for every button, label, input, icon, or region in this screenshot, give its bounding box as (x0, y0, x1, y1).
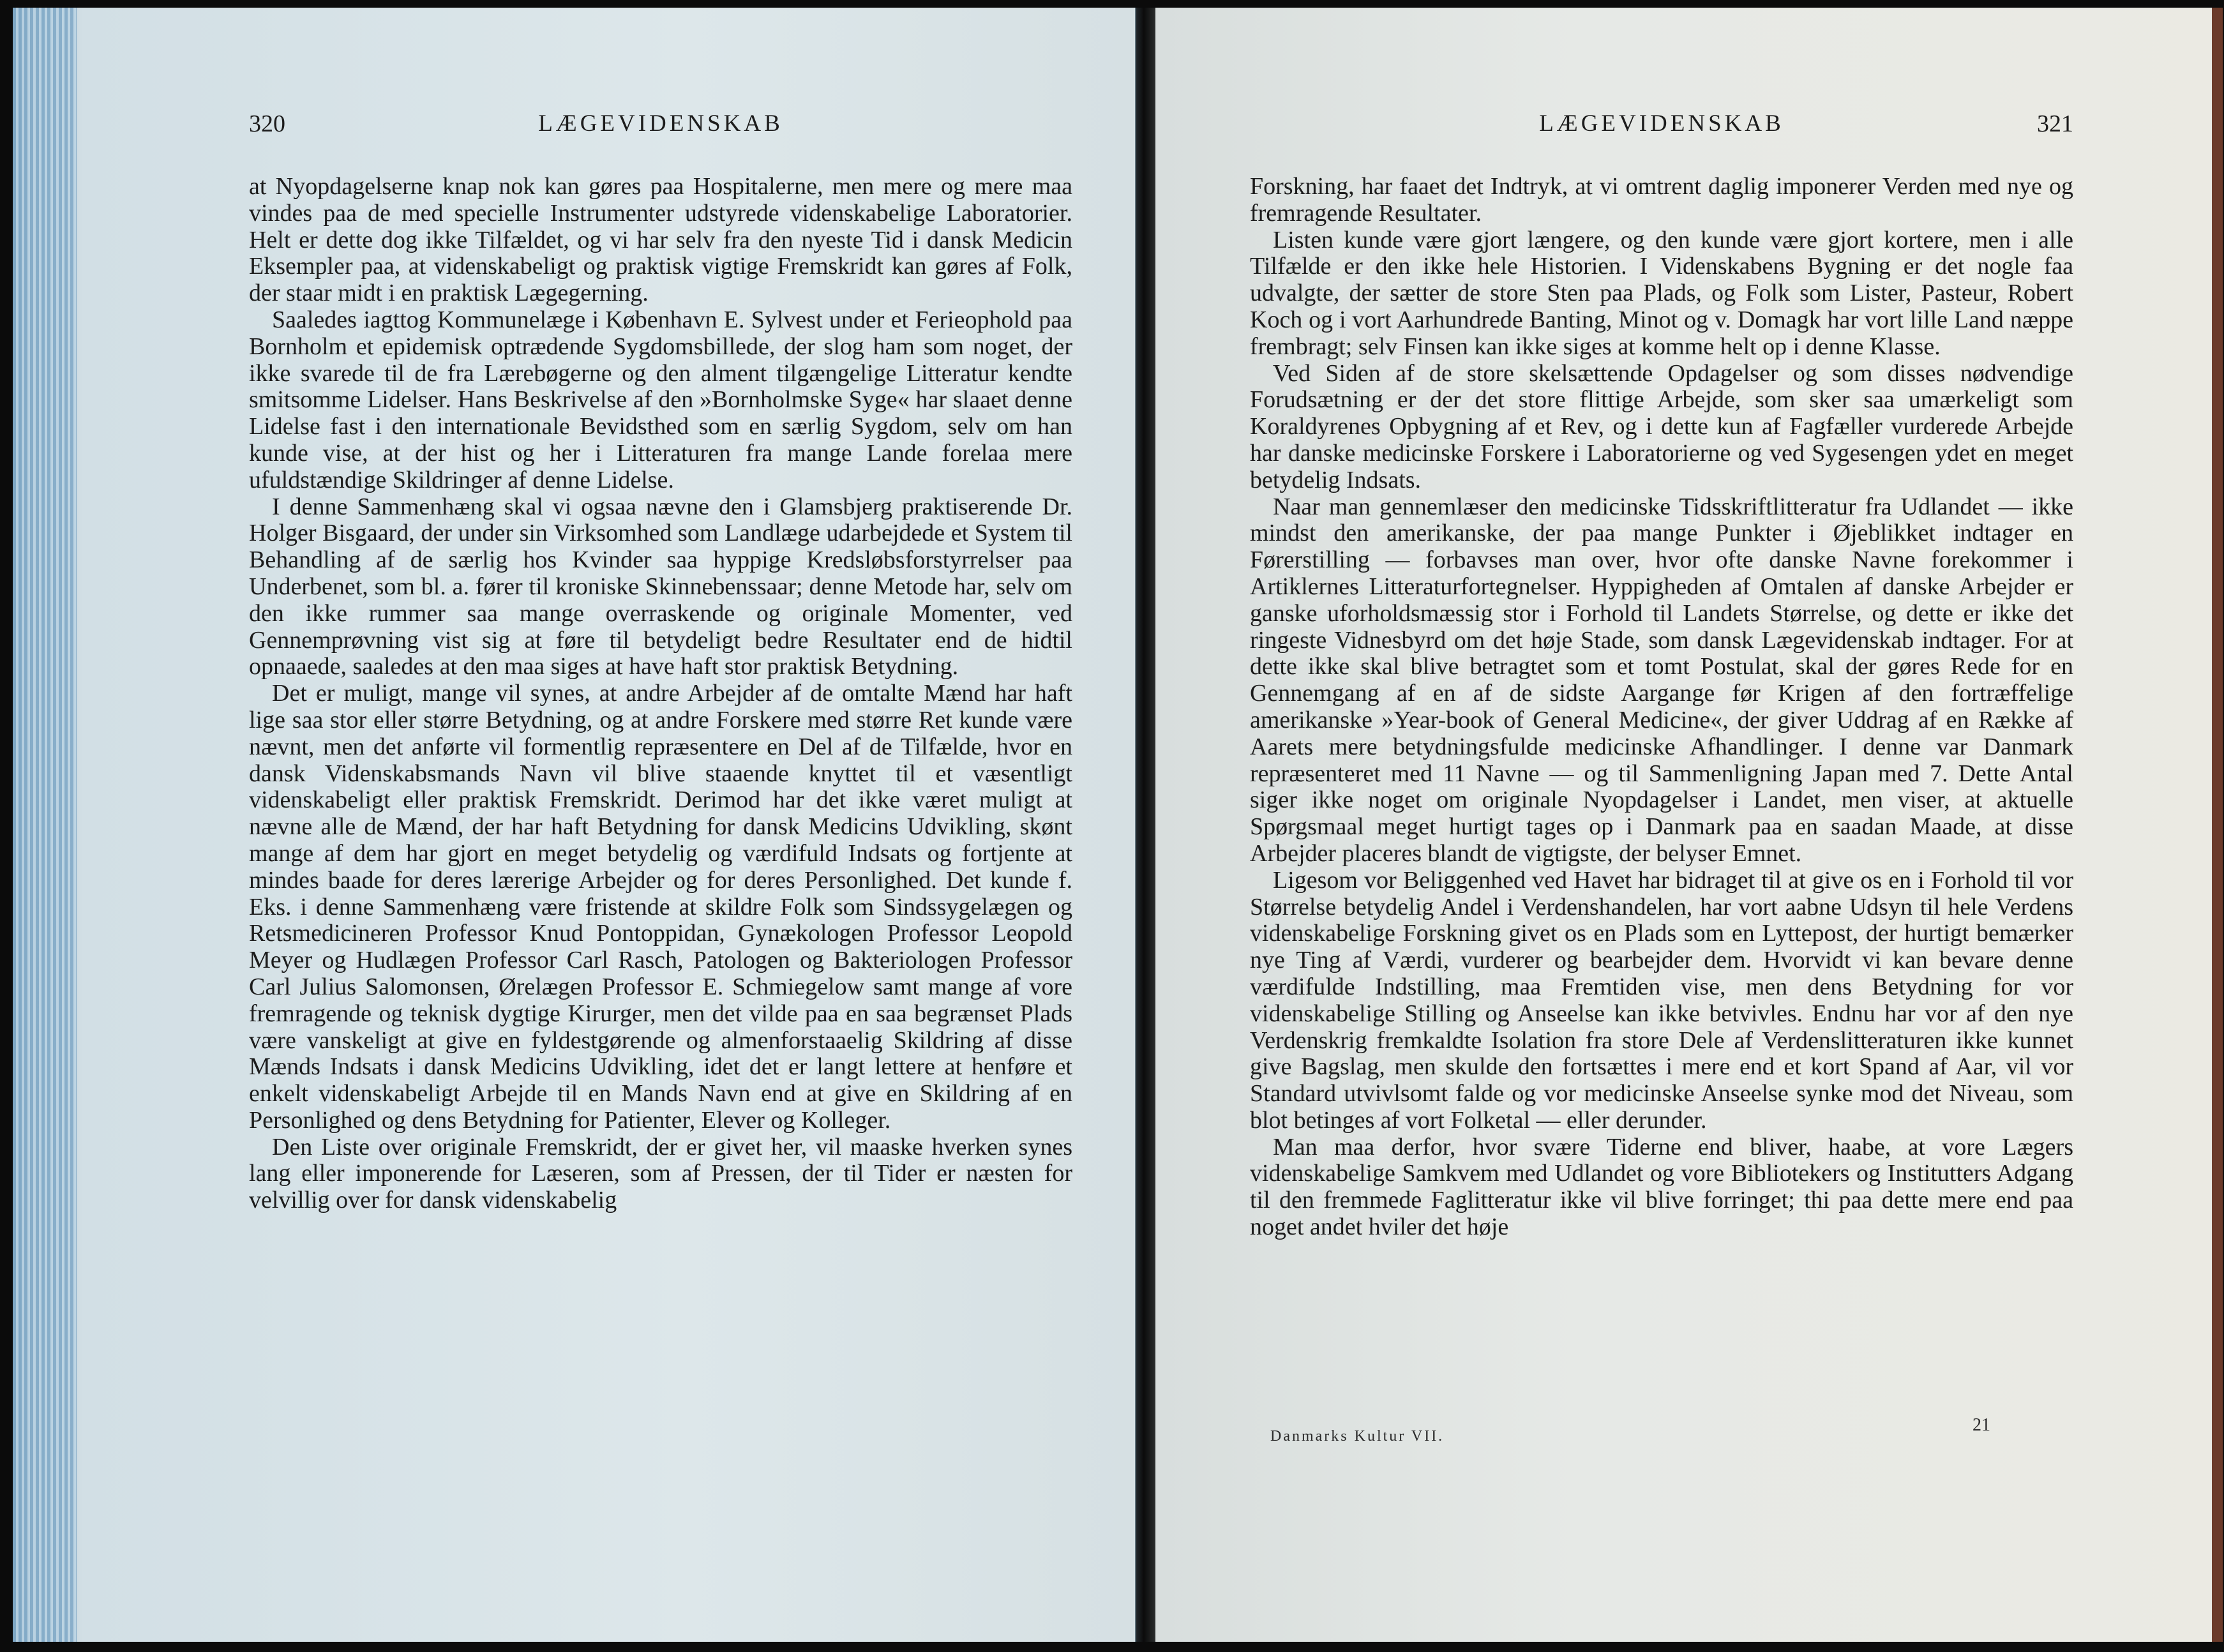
book-cover-edge (2212, 8, 2223, 1642)
book-gutter (1136, 8, 1155, 1642)
left-running-title: LÆGEVIDENSKAB (538, 110, 783, 137)
left-running-head (249, 110, 1072, 148)
right-paragraph: Ved Siden af de store skelsættende Opdagelser og som disses nødvendige Forudsætning er der det store flittige Arbejde, som sker saa umærkeligt som Koraldyrenes Opbygning af et Rev, og i dette kun af Fagfæller vurderede Arbejde har danske medicinske Forskere i Laboratorierne og ved Sygesengen ydet en meget betydelig Indsats. (1250, 359, 2073, 493)
left-page-number: 320 (249, 110, 285, 137)
left-paragraph: Den Liste over originale Fremskridt, der er givet her, vil maaske hverken synes lang eller imponerende for Læseren, som af Pressen, der til Tider er næsten for velvillig over for dansk videnskabelig (249, 1133, 1072, 1214)
left-paragraph: Det er muligt, mange vil synes, at andre Arbejder af de omtalte Mænd har haft lige saa stor eller større Betydning, og at andre Forskere med større Ret kunde være nævnt, men det anførte vil formentlig repræsentere en Del af de Tilfælde, hvor en dansk Videnskabsmands Navn vil blive staaende knyttet til et væsentligt videnskabeligt eller praktisk Fremskridt. Derimod har det ikke været muligt at nævne alle de Mænd, der har haft Betydning for dansk Medicins Udvikling, skønt mange af dem har gjort en meget betydelig og værdifuld Indsats og fortjente at mindes baade for deres lærerige Arbejder og for deres Personlighed. Det kunde f. Eks. i denne Sammenhæng være fristende at skildre Folk som Sindssygelægen og Retsmedicineren Professor Knud Pontoppidan, Gynækologen Professor Leopold Meyer og Hudlægen Professor Carl Rasch, Patologen og Bakteriologen Professor Carl Julius Salomonsen, Ørelægen Professor E. Schmiegelow samt mange af vore fremragende og teknisk dygtige Kirurger, men det vilde paa en saa begrænset Plads være vanskeligt at give en fyldestgørende og almenforstaaelig Skildring af disse Mænds Indsats i dansk Medicins Udvikling, idet det er langt lettere at henføre et enkelt videnskabeligt Arbejde til en Mands Navn end at give en Skildring af en Personlighed og dens Betydning for Patienter, Elever og Kolleger. (249, 680, 1072, 1134)
right-running-head (1250, 110, 2073, 148)
page-stack-edge (13, 8, 77, 1642)
left-paragraph: Saaledes iagttog Kommunelæge i København E. Sylvest under et Ferieophold paa Bornholm et epidemisk optrædende Sygdomsbillede, der slog ham som noget, der ikke svarede til de fra Lærebøgerne og den alment tilgængelige Litteratur kendte smitsomme Lidelser. Hans Beskrivelse af den »Bornholmske Syge« har slaaet denne Lidelse fast i den internationale Bevidsthed som en særlig Sygdom, selv om han kunde vise, at der hist og her i Litteraturen fra mange Lande forelaa mere ufuldstændige Skildringer af denne Lidelse. (249, 306, 1072, 493)
right-running-title: LÆGEVIDENSKAB (1539, 110, 1784, 137)
left-page (13, 8, 1136, 1642)
right-page-number: 321 (2037, 110, 2073, 137)
right-paragraph: Ligesom vor Beliggenhed ved Havet har bidraget til at give os en i Forhold til vor Størrelse betydelig Andel i Verdenshandelen, har vort aabne Udsyn til hele Verdens videnskabelige Forskning givet os en Plads som en Lyttepost, der hurtigt bemærker nye Ting af Værdi, vurderer og bearbejder dem. Hvorvidt vi kan bevare denne værdifulde Indstilling, maa Fremtiden vise, men dens Betydning for vor videnskabelige Stilling og Anseelse kan ikke betvivles. Endnu har vor af den nye Verdenskrig fremkaldte Isolation fra store Dele af Verdenslitteraturen ikke kunnet give Bagslag, men skulde den fortsættes i mere end et kort Spand af Aar, vil vor Standard utvivlsomt falde og vor medicinske Anseelse synke mod det Niveau, som blot betinges af vort Folketal — eller derunder. (1250, 866, 2073, 1134)
footer-title: Danmarks Kultur VII. (1270, 1428, 1445, 1445)
left-paragraph: I denne Sammenhæng skal vi ogsaa nævne den i Glamsbjerg praktiserende Dr. Holger Bisgaard, der under sin Virksomhed som Landlæge udarbejdede et System til Behandling af de særlig hos Kvinder saa hyppige Kredsløbsforstyrrelser paa Underbenet, som bl. a. fører til kroniske Skinnebenssaar; denne Metode har, selv om den ikke rummer saa mange overraskende og originale Momenter, ved Gennemprøvning vist sig at føre til betydeligt bedre Resultater end de hidtil opnaaede, saaledes at den maa siges at have haft stor praktisk Betydning. (249, 493, 1072, 680)
right-paragraph: Man maa derfor, hvor svære Tiderne end bliver, haabe, at vore Lægers videnskabelige Samkvem med Udlandet og vore Bibliotekers og Institutters Adgang til den fremmede Faglitteratur ikke vil blive forringet; thi paa dette mere end paa noget andet hviler det høje (1250, 1133, 2073, 1241)
right-page (1155, 8, 2212, 1642)
left-page-content (249, 110, 1072, 1214)
right-page-content (1250, 110, 2073, 1241)
right-paragraph: Listen kunde være gjort længere, og den kunde være gjort kortere, men i alle Tilfælde er den ikke hele Historien. I Videnskabens Bygning er det nogle faa udvalgte, der sætter de store Sten paa Plads, og Folk som Lister, Pasteur, Robert Koch og i vort Aarhundrede Banting, Minot og v. Domagk har vort lille Land næppe frembragt; selv Finsen kan ikke siges at komme helt op i denne Klasse. (1250, 226, 2073, 360)
right-paragraph: Naar man gennemlæser den medicinske Tidsskriftlitteratur fra Udlandet — ikke mindst den amerikanske, der paa mange Punkter i Øjeblikket indtager en Førerstilling — forbavses man over, hvor ofte danske Navne forekommer i Artiklernes Litteraturfortegnelser. Hyppigheden af Omtalen af danske Arbejder er ganske uforholdsmæssig stor i Forhold til Landets Størrelse, og dette er ikke det ringeste Vidnesbyrd om det høje Stade, som dansk Lægevidenskab indtager. For at dette ikke skal blive betragtet som et tomt Postulat, skal der gøres Rede for en Gennemgang af en af de sidste Aargange før Krigen af den fortræffelige amerikanske »Year-book of General Medicine«, der giver Uddrag af en Række af Aarets mere betydningsfulde medicinske Afhandlinger. I denne var Danmark repræsenteret med 11 Navne — og til Sammenligning Japan med 7. Dette Antal siger ikke noget om originale Nyopdagelser i Landet, men viser, at aktuelle Spørgsmaal meget hurtigt tages op i Danmark paa en saadan Maade, at disse Arbejder placeres blandt de vigtigste, der belyser Emnet. (1250, 493, 2073, 867)
signature-mark: 21 (1972, 1415, 1990, 1435)
right-paragraph: Forskning, har faaet det Indtryk, at vi omtrent daglig imponerer Verden med nye og fremragende Resultater. (1250, 173, 2073, 227)
left-paragraph: at Nyopdagelserne knap nok kan gøres paa Hospitalerne, men mere og mere maa vindes paa de med specielle Instrumenter udstyrede videnskabelige Laboratorier. Helt er dette dog ikke Tilfældet, og vi har selv fra den nyeste Tid i dansk Medicin Eksempler paa, at videnskabeligt og praktisk vigtige Fremskridt kan gøres af Folk, der staar midt i en praktisk Lægegerning. (249, 173, 1072, 307)
